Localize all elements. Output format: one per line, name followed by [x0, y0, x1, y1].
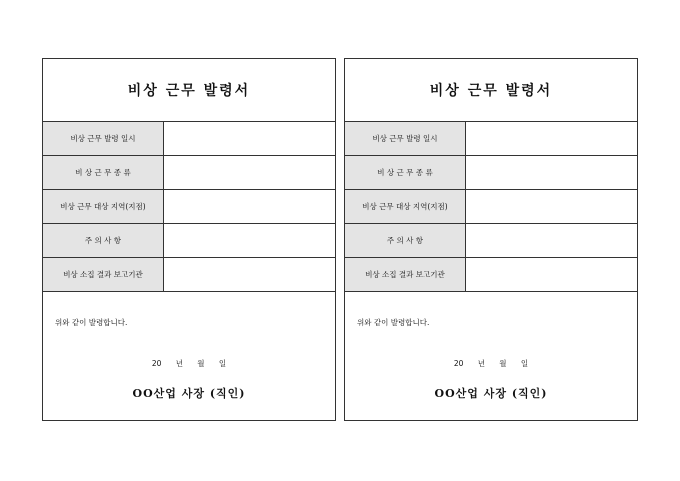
target-area-field[interactable]: [164, 190, 335, 223]
form-title: 비상 근무 발령서: [345, 59, 637, 122]
order-statement: 위와 같이 발령합니다.: [357, 318, 430, 327]
row-label: 비상 근무 발령 일시: [43, 122, 164, 155]
signature-line: OO산업 사장 (직인): [132, 387, 246, 400]
row-label: 비상 근무 대상 지역(지점): [345, 190, 466, 223]
precautions-field[interactable]: [164, 224, 335, 257]
signature-line: OO산업 사장 (직인): [434, 387, 548, 400]
row-label: 비 상 근 무 종 류: [345, 156, 466, 189]
row-target-area: [43, 190, 335, 224]
report-agency-field[interactable]: [466, 258, 637, 291]
row-report-agency: [345, 258, 637, 292]
row-report-agency: [43, 258, 335, 292]
issue-date: 20 년 월 일: [453, 359, 529, 368]
row-label: 비 상 근 무 종 류: [43, 156, 164, 189]
precautions-field[interactable]: [466, 224, 637, 257]
row-precautions: [43, 224, 335, 258]
row-label: 비상 소집 결과 보고기관: [345, 258, 466, 291]
order-datetime-field[interactable]: [466, 122, 637, 155]
row-label: 비상 근무 대상 지역(지점): [43, 190, 164, 223]
row-duty-type: [43, 156, 335, 190]
duty-type-field[interactable]: [466, 156, 637, 189]
report-agency-field[interactable]: [164, 258, 335, 291]
order-datetime-field[interactable]: [164, 122, 335, 155]
row-order-datetime: [43, 122, 335, 156]
row-label: 주 의 사 항: [43, 224, 164, 257]
row-precautions: [345, 224, 637, 258]
target-area-field[interactable]: [466, 190, 637, 223]
row-order-datetime: [345, 122, 637, 156]
form-title: 비상 근무 발령서: [43, 59, 335, 122]
issue-date: 20 년 월 일: [151, 359, 227, 368]
emergency-duty-order-form-left: [42, 58, 336, 421]
emergency-duty-order-form-right: [344, 58, 638, 421]
row-label: 비상 소집 결과 보고기관: [43, 258, 164, 291]
row-target-area: [345, 190, 637, 224]
duty-type-field[interactable]: [164, 156, 335, 189]
row-label: 비상 근무 발령 일시: [345, 122, 466, 155]
row-duty-type: [345, 156, 637, 190]
order-statement: 위와 같이 발령합니다.: [55, 318, 128, 327]
row-label: 주 의 사 항: [345, 224, 466, 257]
